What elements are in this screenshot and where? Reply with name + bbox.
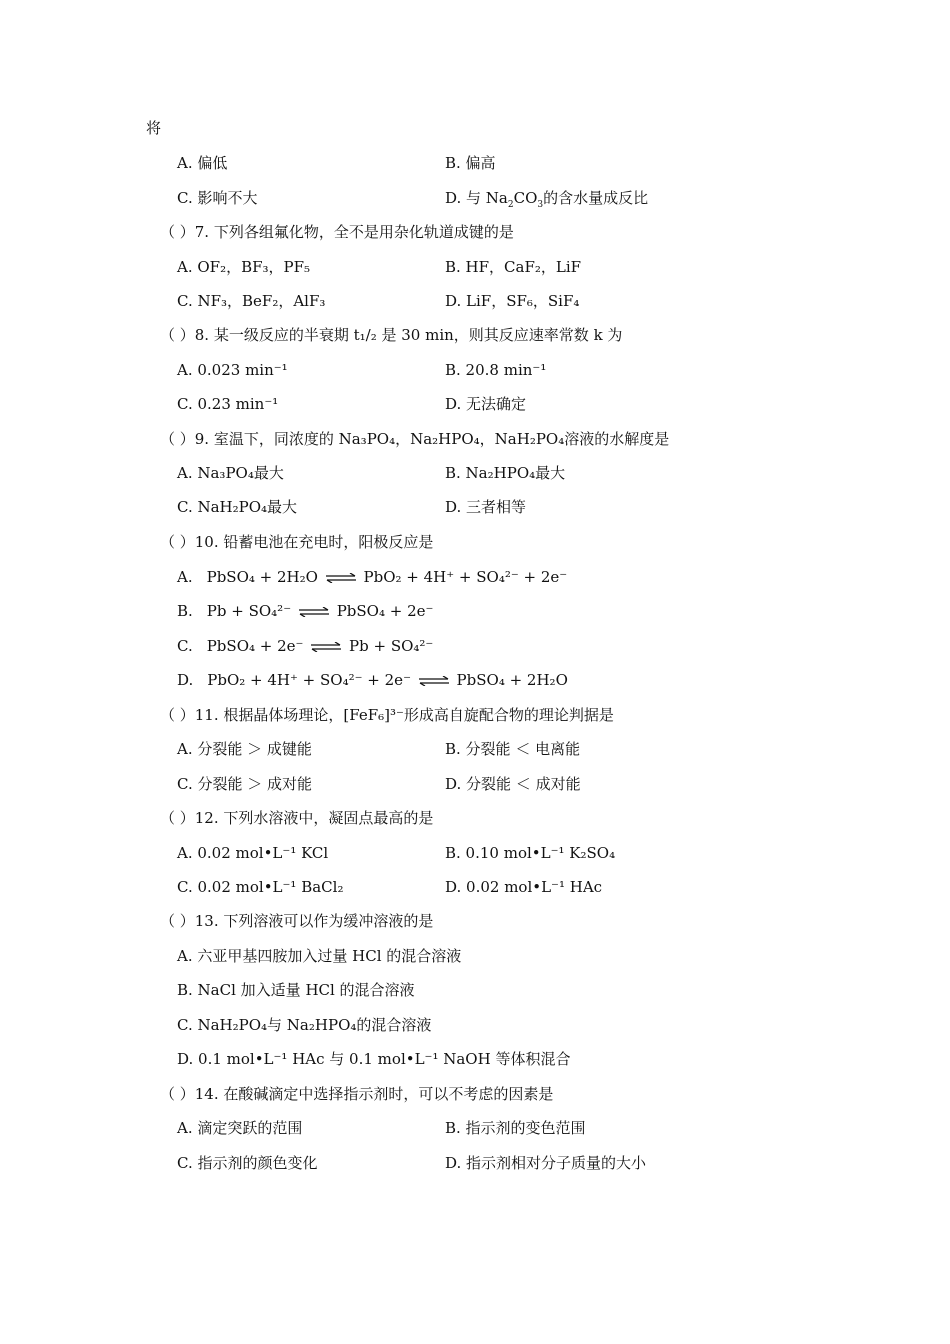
option-label: B.: [177, 602, 193, 620]
q9-option-b: B. Na₂HPO₄最大: [445, 464, 566, 482]
q12-option-d: D. 0.02 mol•L⁻¹ HAc: [445, 878, 603, 896]
equilibrium-arrow-icon: [418, 676, 450, 686]
q11-option-a: A. 分裂能 ＞ 成键能: [177, 740, 312, 758]
q7-option-a: A. OF₂，BF₃，PF₅: [177, 258, 311, 276]
equation-right: PbSO₄ + 2e⁻: [336, 602, 434, 620]
equation-left: PbSO₄ + 2e⁻: [206, 637, 304, 655]
q7-option-b: B. HF，CaF₂，LiF: [445, 258, 582, 276]
q13-option-d: D. 0.1 mol•L⁻¹ HAc 与 0.1 mol•L⁻¹ NaOH 等体积混合: [177, 1050, 571, 1068]
equation-left: Pb + SO₄²⁻: [206, 602, 292, 620]
q8-option-c: C. 0.23 min⁻¹: [177, 395, 279, 413]
q9-option-d: D. 三者相等: [445, 498, 527, 516]
q13-option-c: C. NaH₂PO₄与 Na₂HPO₄的混合溶液: [177, 1016, 432, 1034]
q11-option-d: D. 分裂能 ＜ 成对能: [445, 775, 581, 793]
option-label: A.: [177, 568, 193, 586]
continued-text: 将: [146, 119, 162, 137]
q8-stem: （ ）8. 某一级反应的半衰期 t₁/₂ 是 30 min，则其反应速率常数 k 为: [160, 326, 623, 344]
q6-option-b: B. 偏高: [445, 154, 496, 172]
q12-option-a: A. 0.02 mol•L⁻¹ KCl: [177, 844, 329, 862]
q10-option-d: [177, 670, 568, 690]
q13-stem: （ ）13. 下列溶液可以作为缓冲溶液的是: [160, 912, 434, 930]
equation-right: PbO₂ + 4H⁺ + SO₄²⁻ + 2e⁻: [363, 568, 568, 586]
q9-option-c: C. NaH₂PO₄最大: [177, 498, 298, 516]
q11-option-c: C. 分裂能 ＞ 成对能: [177, 775, 313, 793]
q14-option-b: B. 指示剂的变色范围: [445, 1119, 586, 1137]
q8-option-b: B. 20.8 min⁻¹: [445, 361, 547, 379]
q14-option-d: D. 指示剂相对分子质量的大小: [445, 1154, 647, 1172]
q14-option-c: C. 指示剂的颜色变化: [177, 1154, 318, 1172]
equilibrium-arrow-icon: [310, 642, 342, 652]
q13-option-b: B. NaCl 加入适量 HCl 的混合溶液: [177, 981, 415, 999]
q7-option-d: D. LiF，SF₆，SiF₄: [445, 292, 580, 310]
q12-stem: （ ）12. 下列水溶液中，凝固点最高的是: [160, 809, 434, 827]
equilibrium-arrow-icon: [298, 607, 330, 617]
q12-option-b: B. 0.10 mol•L⁻¹ K₂SO₄: [445, 844, 616, 862]
q6-option-d: D. 与 $Na_2CO_3$的含水量成反比: [445, 189, 649, 210]
q8-option-d: D. 无法确定: [445, 395, 527, 413]
q11-option-b: B. 分裂能 ＜ 电离能: [445, 740, 581, 758]
q6-option-c: C. 影响不大: [177, 189, 258, 207]
equation-right: Pb + SO₄²⁻: [349, 637, 434, 655]
equilibrium-arrow-icon: [325, 573, 357, 583]
q14-stem: （ ）14. 在酸碱滴定中选择指示剂时，可以不考虑的因素是: [160, 1085, 554, 1103]
q11-stem: （ ）11. 根据晶体场理论，[FeF₆]³⁻形成高自旋配合物的理论判据是: [160, 706, 614, 724]
q10-option-b: [177, 601, 433, 621]
q13-option-a: A. 六亚甲基四胺加入过量 HCl 的混合溶液: [177, 947, 462, 965]
q6-option-a: A. 偏低: [177, 154, 228, 172]
q9-option-a: A. Na₃PO₄最大: [177, 464, 284, 482]
q10-option-c: [177, 636, 433, 656]
option-label: C.: [177, 637, 193, 655]
equation-right: PbSO₄ + 2H₂O: [456, 671, 568, 689]
equation-left: PbO₂ + 4H⁺ + SO₄²⁻ + 2e⁻: [207, 671, 411, 689]
option-label: D.: [177, 671, 194, 689]
q7-option-c: C. NF₃，BeF₂，AlF₃: [177, 292, 326, 310]
q8-option-a: A. 0.023 min⁻¹: [177, 361, 288, 379]
q7-stem: （ ）7. 下列各组氟化物，全不是用杂化轨道成键的是: [160, 223, 514, 241]
q9-stem: （ ）9. 室温下，同浓度的 Na₃PO₄，Na₂HPO₄，NaH₂PO₄溶液的水解度是: [160, 430, 670, 448]
q12-option-c: C. 0.02 mol•L⁻¹ BaCl₂: [177, 878, 344, 896]
q10-option-a: [177, 567, 567, 587]
q14-option-a: A. 滴定突跃的范围: [177, 1119, 303, 1137]
q10-stem: （ ）10. 铅蓄电池在充电时，阳极反应是: [160, 533, 434, 551]
equation-left: PbSO₄ + 2H₂O: [206, 568, 318, 586]
